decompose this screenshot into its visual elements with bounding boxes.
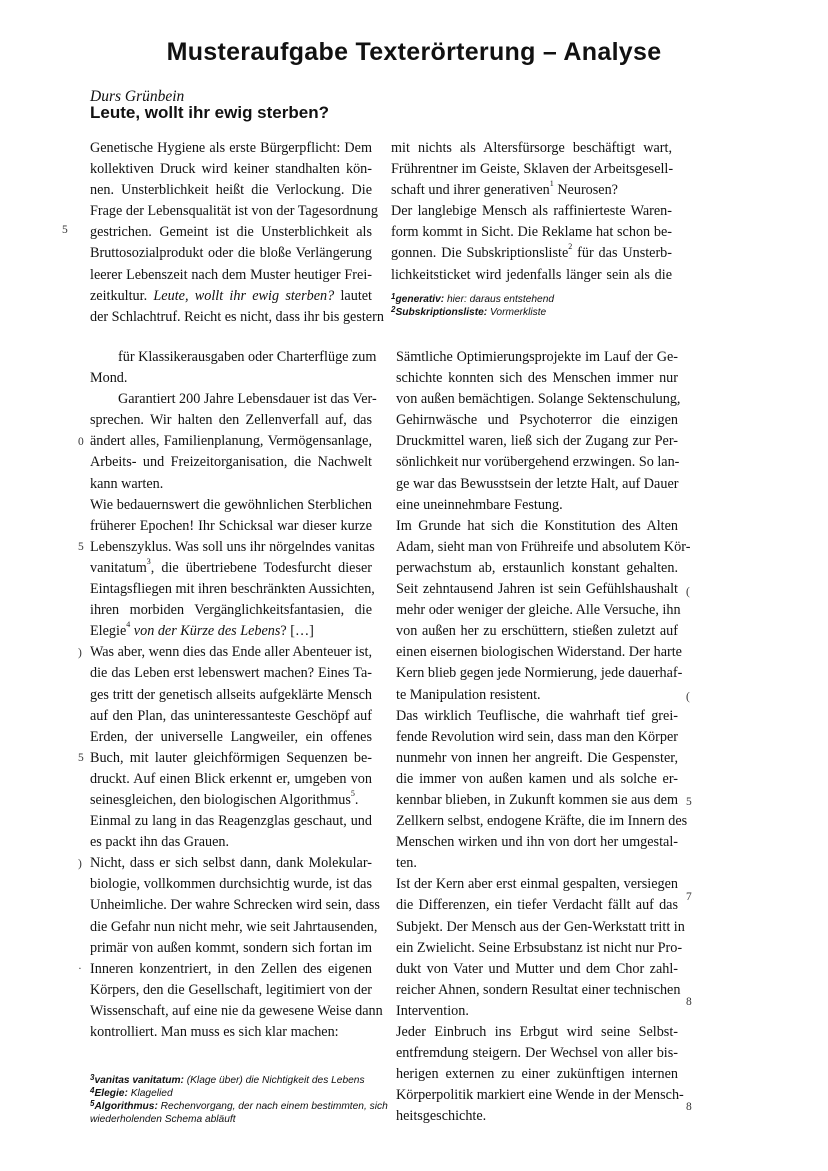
paragraph: Im Grunde hat sich die Konstitution des Alten Adam, sieht man von Frühreife und absolutem Kör- perwachstum ab, erstaunlich konstant gehalten. Seit zehntausend Jahren ist sein Gefühlshaushalt mehr oder weniger der gleiche. Alle Versuche, ihn von außen her zu erschüttern, stießen zuletzt auf einen eisernen biologischen Widerstand. Der harte Kern blieb gegen jede Normierung, jede dauerhaf- te Manipulation resistent.: [396, 517, 691, 703]
line-number: 7: [686, 891, 692, 903]
paragraph: Genetische Hygiene als erste Bürgerpflicht: Dem kollektiven Druck wird keiner standhalten kön- nen. Unsterblichkeit heißt die Verlockung. Die Frage der Lebensqualität ist von der Tagesordnung gestrichen. Gemeint ist die Unsterblichkeit als Bruttosozialprodukt oder die bloße Verlängerung leerer Lebenszeit nach dem Muster heutiger Frei- zeitkultur. Leute, wollt ihr ewig sterben? lautet der Schlachtruf. Reicht es nicht, dass ihr bis gestern: [90, 140, 384, 325]
line-number: 5: [78, 541, 84, 553]
footnote-mark: 3: [146, 556, 151, 566]
page-title: Musteraufgabe Texterörterung – Analyse: [166, 38, 662, 66]
paragraph: Ist der Kern aber erst einmal gespalten, versiegen die Differenzen, ein tiefer Verdacht fällt auf das Subjekt. Der Mensch aus der Gen-Werkstatt tritt in ein Zwielicht. Seine Erbsubstanz ist nicht nur Pro- dukt von Vater und Mutter und dem Chor zahl- reicher Ahnen, sondern Resultat einer technischen Intervention.: [396, 876, 685, 1019]
text-column-top-right: [391, 138, 672, 286]
footnote-mark: 2: [568, 242, 573, 252]
text-column-bottom-right: [396, 347, 691, 1127]
line-number: 5: [78, 752, 84, 764]
footnote: $^1$generativ: hier: daraus entstehend: [391, 292, 555, 305]
footnote-mark: 1: [549, 179, 554, 189]
footnote: $^2$Subskriptionsliste: Vormerkliste: [391, 305, 547, 318]
line-number: 5: [686, 796, 692, 808]
text-column-top-left: [90, 138, 384, 328]
line-number: ·: [78, 963, 82, 975]
footnote-mark: 4: [126, 620, 131, 630]
paragraph: Garantiert 200 Jahre Lebensdauer ist das Ver- sprechen. Wir halten den Zellenverfall auf, das ändert alles, Familienplanung, Vermögensanlage, Arbeits- und Freizeitorganisation, die Nachwelt kann warten.: [90, 391, 377, 492]
paragraph: Was aber, wenn dies das Ende aller Abenteuer ist, die das Leben erst lebenswert machen? Eines Ta- ges tritt der genetisch allseits aufgeklärte Mensch auf den Plan, das uninteressanteste Geschöpf auf Erden, der universelle Langweiler, ein offenes Buch, mit lauter gleichförmigen Sequenzen be- druckt. Auf einen Blick erkennt er, umgeben von seinesgleichen, den biologischen Algorithmus$^5$. Einmal zu lang in das Reagenzglas geschaut, und es packt ihn das Grauen.: [90, 644, 372, 851]
line-number: 5: [62, 224, 68, 236]
footnote: $^5$Algorithmus: Rechenvorgang, der nach einem bestimmten, sich: [90, 1099, 388, 1112]
article-headline: Leute, wollt ihr ewig sterben?: [90, 103, 329, 122]
line-number: 8: [686, 996, 692, 1008]
author-name: Durs Grünbein: [90, 88, 185, 105]
line-number: (: [686, 586, 690, 598]
text-column-bottom-left: [90, 347, 383, 1043]
line-number: 8: [686, 1101, 692, 1113]
footnote: $^3$vanitas vanitatum: (Klage über) die Nichtigkeit des Lebens: [90, 1073, 365, 1086]
paragraph: Nicht, dass er sich selbst dann, dank Molekular- biologie, vollkommen durchsichtig wurde, ist das Unheimliche. Der wahre Schrecken wird sein, dass die Gefahr nun nicht mehr, wie seit Jahrtausenden, primär von außen kommt, sondern sich fortan im Inneren konzentriert, in den Zellen des eigenen Körpers, den die Gesellschaft, legitimiert von der Wissenschaft, auf eine nie da gewesene Weise dann kontrolliert. Man muss es sich klar machen:: [90, 855, 383, 1040]
paragraph: mit nichts als Altersfürsorge beschäftigt wart, Frührentner im Geiste, Sklaven der Arbeitsgesell- schaft und ihrer generativen$^1$ Neurosen?: [391, 140, 674, 199]
line-number: ): [78, 858, 82, 870]
paragraph: Wie bedauernswert die gewöhnlichen Sterblichen früherer Epochen! Ihr Schicksal war dieser kurze Lebenszyklus. Was soll uns ihr nörgelndes vanitas vanitatum$^3$, die übertriebene Todesfurcht dieser Eintagsfliegen mit ihren beschränkten Aussichten, ihren morbiden Vergänglichkeitsfantasien, die Elegie$^4$ von der Kürze des Lebens? […]: [90, 496, 375, 640]
paragraph: Der langlebige Mensch als raffinierteste Waren- form kommt in Sicht. Die Reklame hat schon be- gonnen. Die Subskriptionsliste$^2$ für das Unsterb- lichkeitsticket wird jedenfalls länger sein als die: [391, 203, 672, 283]
paragraph: für Klassikerausgaben oder Charterflüge zum Mond.: [90, 349, 377, 387]
footnote-mark: 5: [350, 788, 355, 798]
footnote: $^4$Elegie: Klagelied: [90, 1086, 173, 1099]
footnote-continuation: wiederholenden Schema abläuft: [90, 1114, 236, 1125]
footnotes-bottom: [90, 1074, 390, 1126]
footnotes-top: [391, 293, 691, 319]
paragraph: Das wirklich Teuflische, die wahrhaft tief grei- fende Revolution wird sein, dass man den Körper nunmehr von innen her angreift. Die Gespenster, die immer von außen kamen und als solche er- kennbar blieben, in Zukunft kommen sie aus dem Zellkern selbst, endogene Kräfte, die im Innern des Menschen wirken und ihn von dort her umgestal- ten.: [396, 707, 688, 872]
paragraph: Sämtliche Optimierungsprojekte im Lauf der Ge- schichte konnten sich des Menschen immer nur von außen bemächtigen. Solange Sektenschulung, Gehirnwäsche und Psychoterror die einzigen Druckmittel waren, ließ sich der Zugang zur Per- sönlichkeit nur vorübergehend erzwingen. So lan- ge war das Bewusstsein der letzte Halt, auf Dauer eine uneinnehmbare Festung.: [396, 349, 681, 513]
line-number: 0: [78, 436, 84, 448]
paragraph: Jeder Einbruch ins Erbgut wird seine Selbst- entfremdung steigern. Der Wechsel von aller bis- herigen externen zu einer zukünftigen internen Körperpolitik markiert eine Wende in der Mensch- heitsgeschichte.: [396, 1024, 684, 1125]
line-number: ): [78, 647, 82, 659]
line-number: (: [686, 691, 690, 703]
